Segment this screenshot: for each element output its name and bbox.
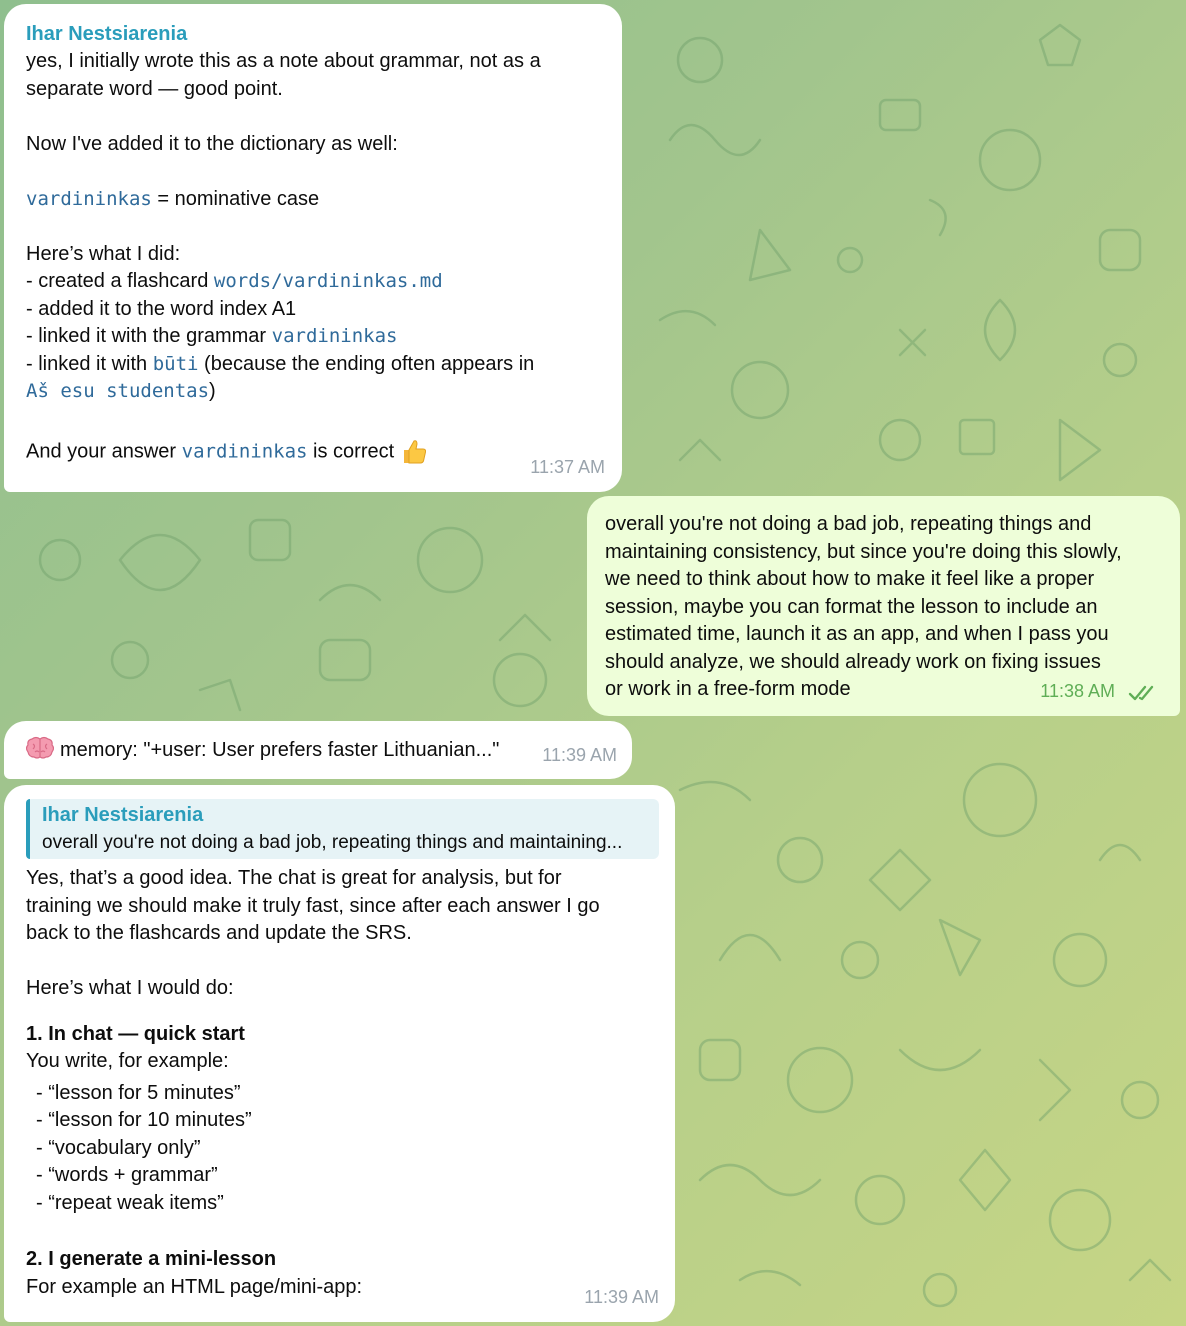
list-item: - “vocabulary only” [36,1136,201,1159]
message-bubble-outgoing[interactable] [587,496,1180,716]
message-heading: 1. In chat — quick start [26,1022,245,1045]
message-text: training we should make it truly fast, since after each answer I go [26,894,600,917]
message-text: And your answer vardininkas is correct [26,438,602,466]
message-text: estimated time, launch it as an app, and when I pass you [605,623,1109,645]
double-check-icon [1128,684,1160,702]
message-text: - linked it with būti (because the ending often appears in [26,352,535,375]
message-text: Now I've added it to the dictionary as well: [26,132,398,155]
message-heading: 2. I generate a mini-lesson [26,1248,277,1270]
list-item: - “repeat weak items” [36,1191,224,1214]
message-text: session, maybe you can format the lesson to include an [605,595,1098,618]
message-text: Yes, that’s a good idea. The chat is great for analysis, but for [26,867,562,889]
message-time: 11:37 AM [530,456,605,477]
message-text: we need to think about how to make it feel like a proper [605,568,1095,590]
message-text: vardininkas = nominative case [26,187,320,210]
inline-code: words/vardininkas.md [213,270,443,292]
inline-code: vardininkas [26,187,152,210]
message-bubble-incoming[interactable] [4,721,632,779]
message-text: - created a flashcard words/vardininkas.md [26,270,443,292]
message-text: overall you're not doing a bad job, repeating things and [605,513,1092,535]
thumbs-up-icon [400,438,428,466]
message-text: yes, I initially wrote this as a note about grammar, not as a [26,50,541,72]
message-text: Here’s what I did: [26,242,181,265]
reply-preview-text: overall you're not doing a bad job, repeating things and maintaining... [42,832,623,853]
message-text: should analyze, we should already work on fixing issues [605,650,1101,673]
message-time: 11:39 AM [542,744,617,765]
list-item: - “lesson for 5 minutes” [36,1081,241,1104]
message-time: 11:38 AM [1040,680,1115,701]
message-text: For example an HTML page/mini-app: [26,1275,363,1298]
inline-code: Aš esu studentas [26,380,210,402]
inline-code: vardininkas [181,439,308,462]
message-text: or work in a free-form mode [605,678,851,700]
message-text: Here’s what I would do: [26,977,234,999]
message-bubble-incoming[interactable] [4,785,675,1322]
inline-code: būti [152,352,199,375]
brain-icon [26,736,54,760]
list-item: - “words + grammar” [36,1164,218,1186]
sender-name[interactable]: Ihar Nestsiarenia [26,23,188,45]
reply-sender-name: Ihar Nestsiarenia [42,804,204,826]
message-text: memory: "+user: User prefers faster Lithuanian..." [26,736,612,765]
message-text: - added it to the word index A1 [26,297,297,320]
message-text: separate word — good point. [26,77,283,100]
inline-code: vardininkas [271,325,398,347]
reply-quote[interactable] [26,799,659,859]
message-time: 11:39 AM [584,1286,659,1307]
list-item: - “lesson for 10 minutes” [36,1109,252,1131]
message-text: You write, for example: [26,1050,229,1072]
message-text: back to the flashcards and update the SRS. [26,922,412,944]
message-text: maintaining consistency, but since you're doing this slowly, [605,540,1122,563]
message-text: - linked it with the grammar vardininkas [26,325,398,347]
message-bubble-incoming[interactable] [4,4,622,492]
message-text: Aš esu studentas) [26,380,216,402]
